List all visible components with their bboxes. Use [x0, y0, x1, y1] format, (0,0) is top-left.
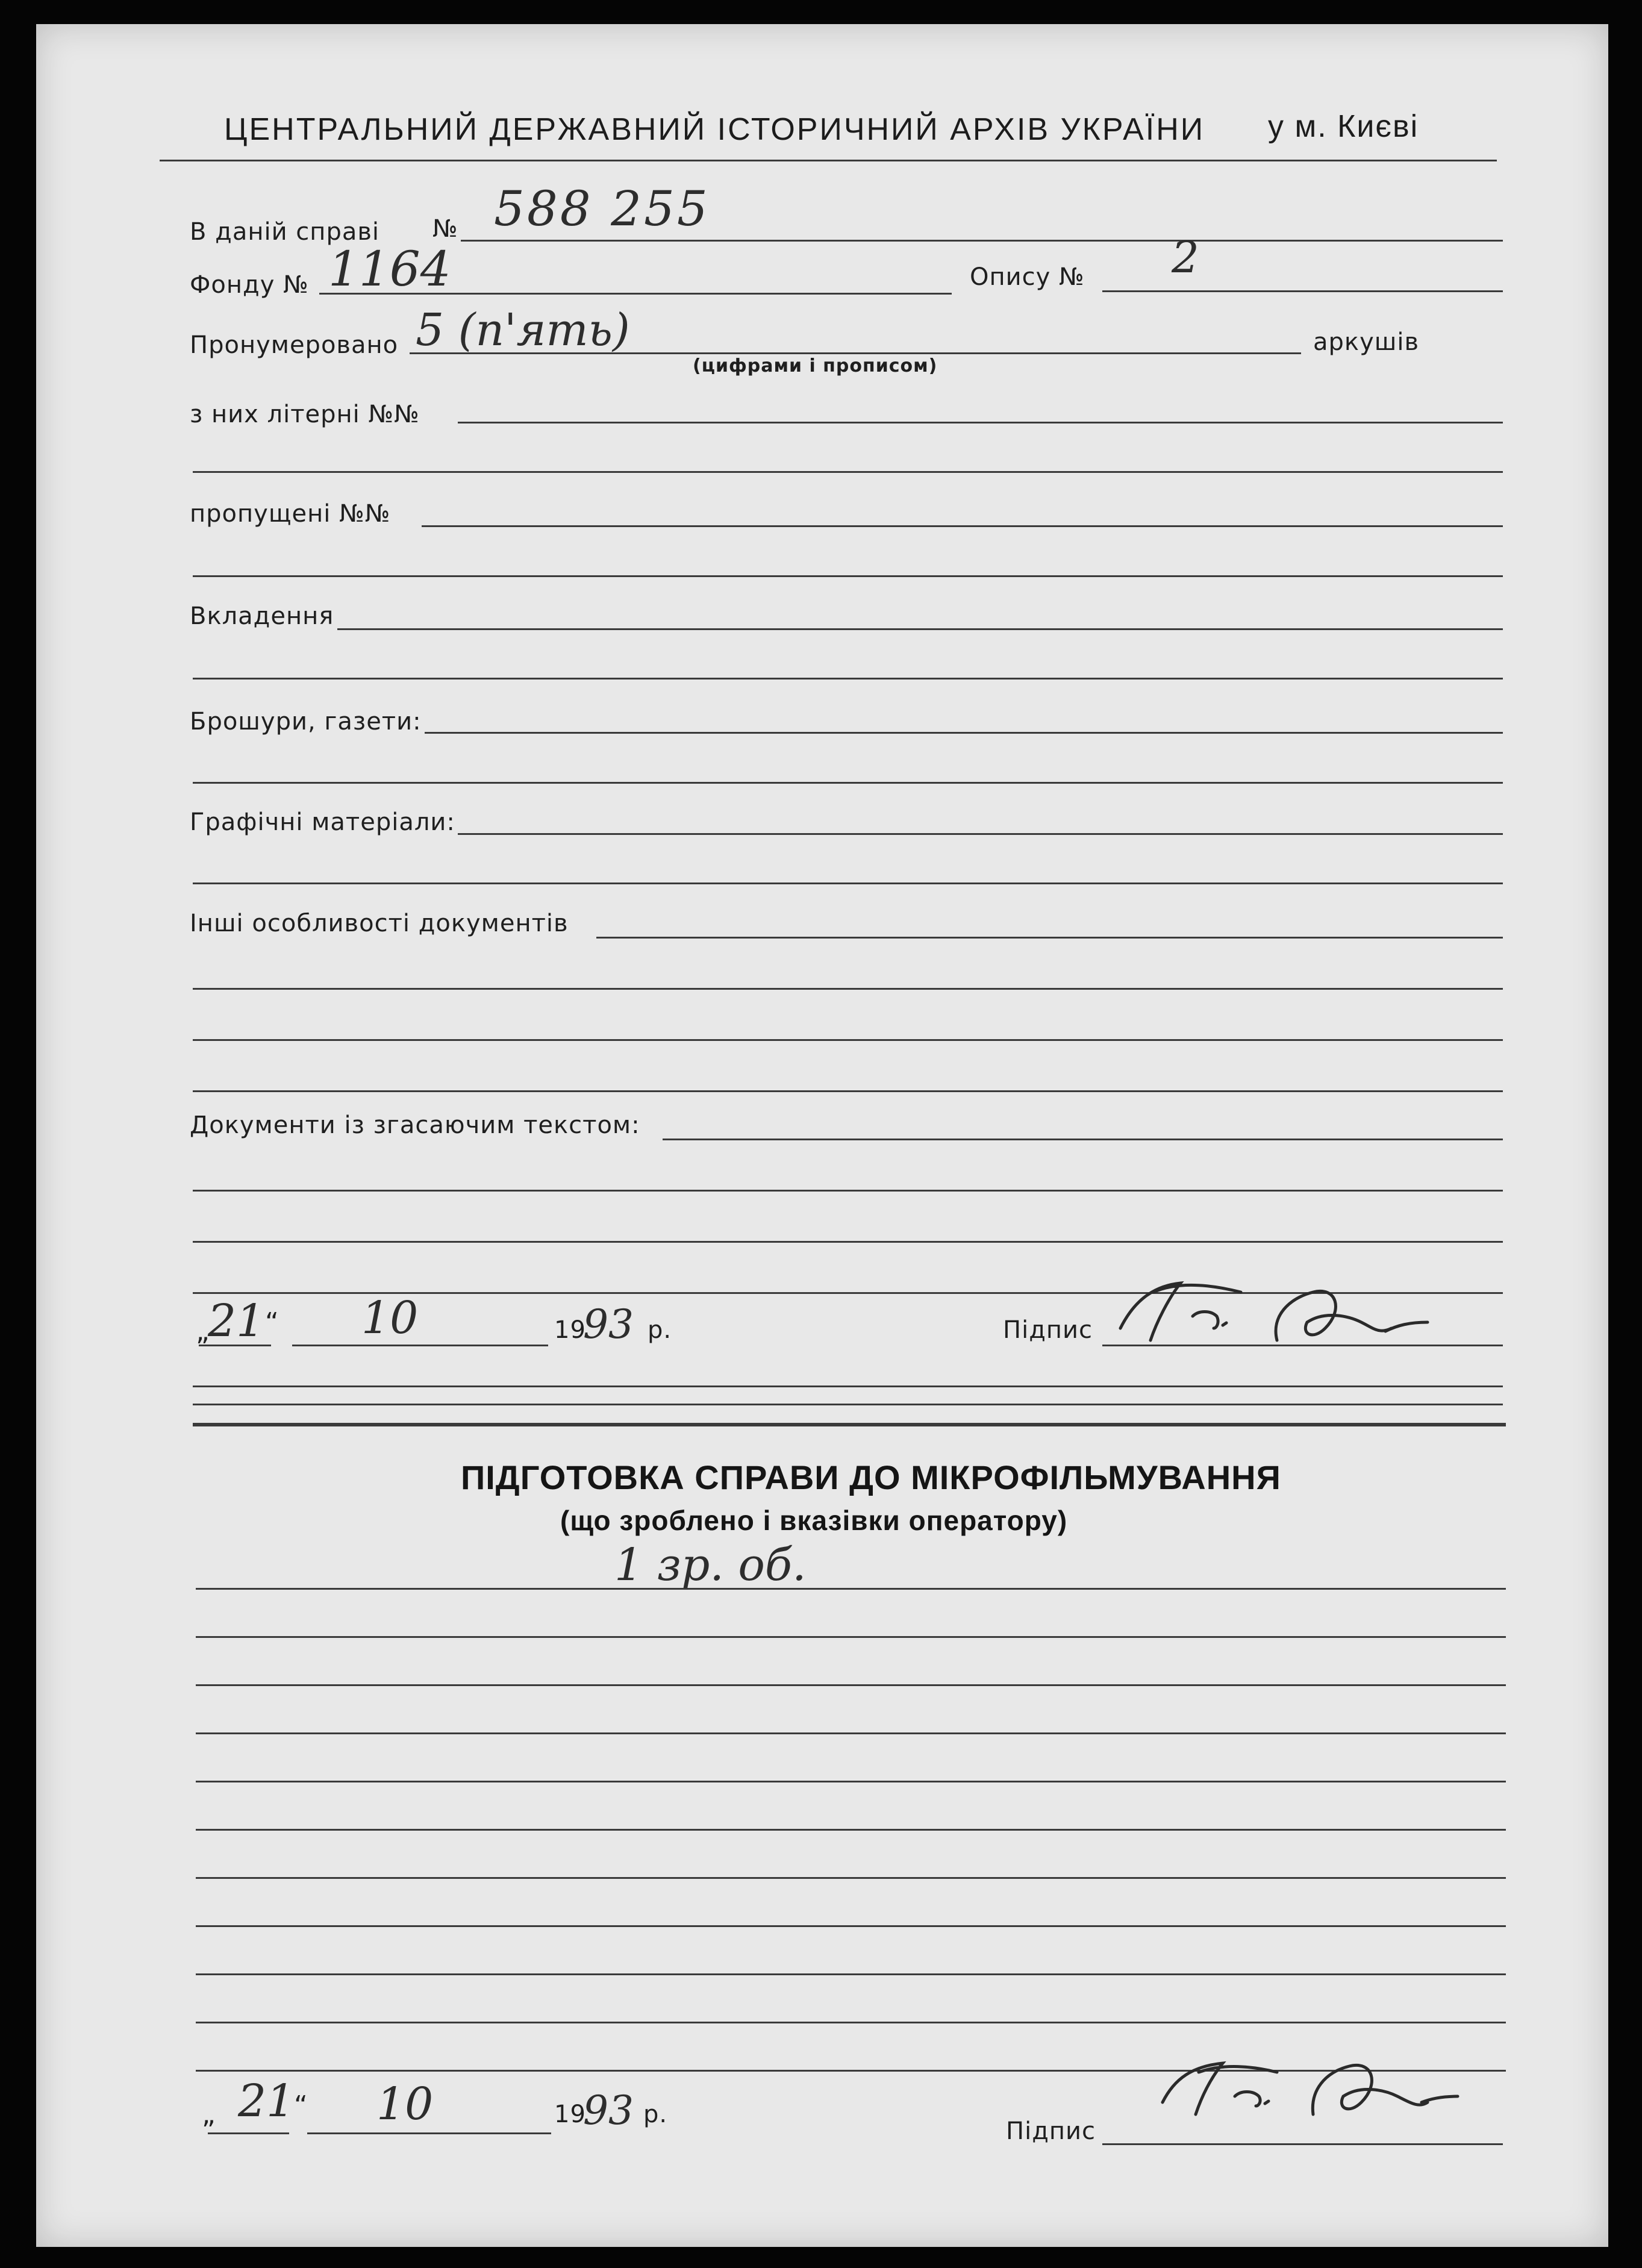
- archive-name: ЦЕНТРАЛЬНИЙ ДЕРЖАВНИЙ ІСТОРИЧНИЙ АРХІВ УКРАЇНИ: [224, 112, 1205, 147]
- case-no-value: 588 255: [494, 181, 710, 237]
- date2-day-line: [208, 2132, 289, 2134]
- date2-year-prefix: 19: [554, 2101, 586, 2128]
- date-open-quote: „: [196, 1316, 210, 1347]
- letter-numbers-line-2: [193, 471, 1503, 473]
- section2-line-8: [196, 1925, 1506, 1927]
- date-month-line: [292, 1345, 548, 1346]
- other-features-label: Інші особливості документів: [190, 910, 569, 937]
- section2-line-7: [196, 1877, 1506, 1879]
- faded-text-line-2: [193, 1190, 1503, 1192]
- case-no-sign: №: [432, 215, 458, 243]
- numbered-suffix: аркушів: [1313, 328, 1420, 356]
- opys-label: Опису №: [970, 263, 1085, 291]
- section2-title: ПІДГОТОВКА СПРАВИ ДО МІКРОФІЛЬМУВАННЯ: [461, 1458, 1281, 1496]
- section2-line-4: [196, 1732, 1506, 1734]
- section2-subtitle: (що зроблено і вказівки оператору): [560, 1505, 1068, 1536]
- numbered-hint: (цифрами і прописом): [693, 355, 938, 376]
- numbered-label: Пронумеровано: [190, 331, 399, 359]
- fond-value: 1164: [328, 241, 451, 297]
- signature-label: Підпис: [1003, 1316, 1093, 1344]
- section2-note: 1 зр. об.: [614, 1539, 807, 1591]
- faded-text-line: [663, 1139, 1503, 1140]
- faded-text-label: Документи із згасаючим текстом:: [190, 1111, 640, 1139]
- other-features-line: [596, 937, 1503, 939]
- opys-line: [1102, 290, 1503, 292]
- other-features-line-3: [193, 1039, 1503, 1041]
- date-month: 10: [361, 1292, 419, 1344]
- date2-day: 21: [238, 2075, 295, 2127]
- numbered-value: 5 (п'ять): [416, 304, 630, 356]
- date2-month-line: [307, 2132, 551, 2134]
- enclosures-line-2: [193, 678, 1503, 679]
- case-label: В даній справі: [190, 218, 380, 246]
- signature2-line: [1102, 2143, 1503, 2145]
- other-features-line-4: [193, 1090, 1503, 1092]
- date-year-suffix: р.: [648, 1316, 672, 1344]
- date2-year-suffix: р.: [643, 2101, 668, 2128]
- case-no-line: [461, 240, 1503, 242]
- fond-label: Фонду №: [190, 271, 309, 299]
- enclosures-line: [337, 628, 1503, 630]
- faded-text-line-3: [193, 1241, 1503, 1243]
- opys-value: 2: [1172, 232, 1199, 283]
- missing-numbers-label: пропущені №№: [190, 500, 391, 528]
- other-features-line-2: [193, 988, 1503, 990]
- section2-line-3: [196, 1684, 1506, 1686]
- separator-line-bold: [193, 1423, 1506, 1426]
- section2-line-1: [196, 1588, 1506, 1590]
- date-year-prefix: 19: [554, 1316, 586, 1344]
- date2-close-quote: “: [294, 2090, 308, 2121]
- graphic-materials-label: Графічні матеріали:: [190, 808, 455, 836]
- section2-line-6: [196, 1829, 1506, 1831]
- missing-numbers-line-2: [193, 575, 1503, 577]
- signature2-mark: [1144, 2030, 1482, 2138]
- letter-numbers-label: з них літерні №№: [190, 401, 420, 428]
- date2-year-hand: 93: [583, 2087, 634, 2134]
- graphic-materials-line: [458, 833, 1503, 835]
- signature2-label: Підпис: [1006, 2117, 1096, 2145]
- separator-line-1: [193, 1385, 1503, 1387]
- brochures-line: [425, 732, 1503, 734]
- section2-line-2: [196, 1636, 1506, 1638]
- date-day: 21: [208, 1295, 265, 1347]
- date-close-quote: “: [265, 1307, 279, 1338]
- date-day-line: [199, 1345, 271, 1346]
- archive-city: у м. Києві: [1268, 109, 1419, 144]
- separator-line-2: [193, 1404, 1503, 1405]
- signature-mark: [1096, 1256, 1434, 1364]
- section2-line-5: [196, 1781, 1506, 1782]
- section2-line-10: [196, 2022, 1506, 2023]
- graphic-materials-line-2: [193, 883, 1503, 884]
- brochures-line-2: [193, 782, 1503, 784]
- missing-numbers-line: [422, 525, 1503, 527]
- date2-open-quote: „: [202, 2099, 216, 2130]
- date-year-hand: 93: [583, 1301, 634, 1348]
- brochures-label: Брошури, газети:: [190, 708, 422, 736]
- letter-numbers-line: [458, 422, 1503, 423]
- header-underline: [160, 160, 1497, 161]
- enclosures-label: Вкладення: [190, 602, 334, 630]
- date2-month: 10: [376, 2078, 434, 2130]
- section2-line-9: [196, 1973, 1506, 1975]
